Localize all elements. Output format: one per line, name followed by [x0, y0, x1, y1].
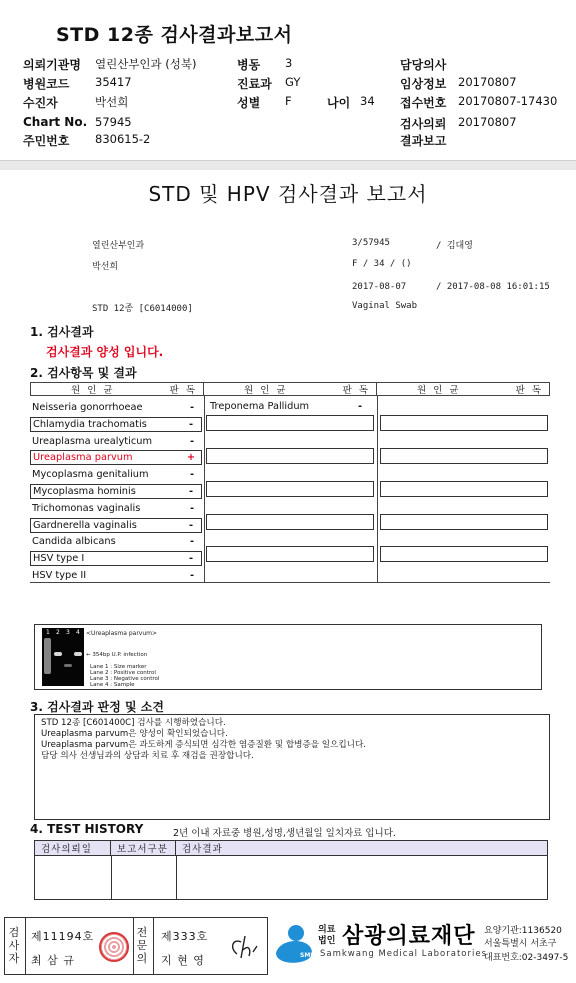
- result-report-label: 결과보고: [400, 134, 447, 148]
- test-result: -: [188, 418, 194, 430]
- hospital-code-label: 병원코드: [23, 77, 70, 91]
- test-row: [30, 534, 202, 549]
- history-col-report-type: 보고서구분: [111, 841, 176, 855]
- test-table-header: [30, 382, 550, 396]
- signature-box: [4, 917, 268, 975]
- foundation-info-phone: 대표번호:02-3497-5: [484, 953, 569, 963]
- col-organism-header: 원 인 균: [244, 385, 288, 396]
- chart-label: Chart No.: [23, 115, 88, 129]
- gel-band: [74, 652, 82, 656]
- empty-cell: [380, 546, 548, 562]
- section-history-heading: 4. TEST HISTORY: [30, 822, 144, 836]
- report-clinic: 열린산부인과: [92, 241, 145, 251]
- empty-cell: [206, 415, 374, 431]
- report-title: STD 및 HPV 검사결과 보고서: [148, 182, 428, 206]
- test-row: [30, 518, 202, 533]
- test-name: HSV type I: [33, 553, 85, 565]
- test-result: -: [189, 536, 195, 548]
- test-result: -: [189, 469, 195, 481]
- report-footer: [0, 915, 576, 983]
- test-result: -: [188, 486, 194, 497]
- test-name-treponema: Treponema Pallidum: [210, 401, 310, 412]
- foundation-name: 삼광의료재단: [342, 924, 476, 949]
- test-name: Candida albicans: [32, 536, 116, 548]
- history-note: 2년 이내 자료중 병원,성명,생년월일 일치자료 입니다.: [173, 828, 396, 839]
- clinical-value: 20170807: [458, 75, 517, 89]
- test-name: Chlamydia trachomatis: [33, 418, 147, 430]
- dept-value: GY: [285, 75, 301, 89]
- test-name: Mycoplasma hominis: [33, 486, 136, 497]
- gel-electrophoresis-image: [42, 628, 84, 686]
- rrn-value: 830615-2: [95, 132, 151, 146]
- request-value: 20170807: [458, 115, 517, 129]
- age-label: 나이: [327, 96, 351, 110]
- test-row: [30, 434, 202, 449]
- test-result: -: [188, 553, 194, 565]
- finding-line: STD 12종 [C601400C] 검사를 시행하였습니다.: [41, 718, 226, 728]
- col-result-header: 판 독: [515, 385, 543, 396]
- test-row: [30, 450, 202, 465]
- empty-cell: [380, 481, 548, 497]
- institution-label: 의뢰기관명: [23, 58, 81, 72]
- footer-divider: [153, 918, 154, 974]
- history-col-result: 검사결과: [182, 844, 223, 855]
- section-result-heading: 1. 검사결과: [30, 325, 94, 339]
- foundation-english-name: Samkwang Medical Laboratories: [320, 949, 488, 959]
- gel-legend: Lane 3 : Negative control: [90, 676, 160, 682]
- empty-cell: [380, 514, 548, 530]
- test-row: [30, 501, 202, 516]
- examinee-label: 수진자: [23, 96, 58, 110]
- examinee-value: 박선희: [95, 95, 129, 109]
- test-row: [30, 417, 202, 432]
- report-header: [0, 0, 576, 160]
- test-result: -: [189, 502, 195, 514]
- gel-lane-label: 1: [46, 629, 50, 636]
- gel-band-note: ← 354bp U.P. infection: [86, 652, 148, 658]
- footer-divider: [133, 918, 134, 974]
- foundation-type: 의료법인: [318, 925, 336, 946]
- finding-line: Ureaplasma parvum은 과도하게 증식되면 심각한 염증질환 및 합병증을 일으킵니다.: [41, 740, 366, 750]
- specialist-name: 지 현 영: [161, 954, 205, 967]
- test-name: Neisseria gonorrhoeae: [32, 402, 143, 413]
- test-name: Gardnerella vaginalis: [33, 519, 137, 531]
- age-value: 34: [360, 94, 375, 108]
- test-row: [30, 568, 202, 583]
- finding-line: Ureaplasma parvum은 양성이 확인되었습니다.: [41, 729, 228, 739]
- col-result-header: 판 독: [342, 385, 370, 396]
- specialist-vertical-label: 전문의: [136, 926, 148, 965]
- test-result: -: [189, 402, 195, 413]
- gel-band: [54, 652, 62, 656]
- report-sex-age: F / 34 / (): [352, 259, 412, 269]
- test-row: [30, 400, 202, 415]
- gel-lane-label: 2: [56, 629, 60, 636]
- test-name: Trichomonas vaginalis: [32, 502, 141, 514]
- specialist-number: 제333호: [161, 930, 209, 943]
- table-divider: [377, 396, 378, 582]
- receipt-label: 접수번호: [400, 96, 447, 110]
- inspector-number: 제11194호: [31, 930, 95, 943]
- handwritten-signature: [227, 932, 267, 962]
- footer-divider: [25, 918, 26, 974]
- inspector-vertical-label: 검사자: [8, 926, 20, 965]
- history-table-header: [35, 841, 547, 856]
- history-col-request-date: 검사의뢰일: [35, 841, 111, 855]
- report-date-reported: / 2017-08-08 16:01:15: [436, 282, 550, 292]
- official-seal-icon: [99, 932, 129, 962]
- chart-value: 57945: [95, 115, 132, 129]
- test-result: -: [189, 435, 195, 447]
- col-organism-header: 원 인 균: [417, 385, 461, 396]
- report-id-info: 3/57945: [352, 238, 390, 248]
- foundation-info-address: 서울특별시 서초구: [484, 939, 557, 949]
- test-result: -: [188, 519, 194, 531]
- test-result-treponema: -: [358, 401, 363, 412]
- doctor-label: 담당의사: [400, 58, 447, 72]
- sml-logo-icon: [272, 923, 314, 969]
- empty-cell: [206, 514, 374, 530]
- institution-value: 열린산부인과 (성북): [95, 57, 197, 71]
- gel-lane-label: 4: [76, 629, 80, 636]
- empty-cell: [380, 448, 548, 464]
- test-name: Ureaplasma parvum: [33, 452, 133, 464]
- request-label: 검사의뢰: [400, 117, 447, 131]
- report-patient: 박선희: [92, 262, 119, 272]
- test-name: Mycoplasma genitalium: [32, 469, 149, 481]
- gel-lane-label: 3: [66, 629, 70, 636]
- finding-line: 담당 의사 선생님과의 상담과 치료 후 재검을 권장합니다.: [41, 751, 254, 761]
- test-result: -: [189, 570, 195, 581]
- history-divider: [176, 856, 177, 899]
- gel-band: [64, 664, 72, 667]
- clinical-label: 임상정보: [400, 77, 447, 91]
- sml-logo-text: SML: [300, 952, 315, 959]
- report-date-received: 2017-08-07: [352, 282, 407, 292]
- ward-label: 병동: [237, 58, 261, 72]
- test-row: [30, 467, 202, 482]
- ward-value: 3: [285, 56, 293, 70]
- col-result-header: 판 독: [169, 385, 197, 396]
- sex-label: 성별: [237, 96, 261, 110]
- inspector-name: 최 삼 규: [31, 954, 75, 967]
- gel-legend: Lane 2 : Positive control: [90, 670, 156, 676]
- header-separator: [0, 160, 576, 170]
- foundation-info-code: 요양기관:1136520: [484, 926, 562, 936]
- test-row: [30, 484, 202, 499]
- hospital-code-value: 35417: [95, 75, 132, 89]
- test-row: [30, 551, 202, 566]
- col-organism-header: 원 인 균: [71, 385, 115, 396]
- empty-cell: [206, 481, 374, 497]
- report-test-code: STD 12종 [C6014000]: [92, 304, 193, 314]
- empty-cell: [380, 415, 548, 431]
- history-table: [34, 840, 548, 900]
- section-findings-heading: 3. 검사결과 판정 및 소견: [30, 700, 164, 714]
- test-name: Ureaplasma urealyticum: [32, 435, 152, 447]
- report-specimen: Vaginal Swab: [352, 301, 418, 311]
- gel-ladder: [44, 638, 51, 674]
- sex-value: F: [285, 94, 292, 108]
- dept-label: 진료과: [237, 77, 272, 91]
- receipt-value: 20170807-17430: [458, 94, 558, 108]
- gel-title: <Ureaplasma parvum>: [86, 630, 158, 637]
- test-result: +: [186, 452, 196, 464]
- report-doctor: / 김대영: [436, 241, 473, 251]
- result-positive-text: 검사결과 양성 입니다.: [46, 345, 164, 359]
- test-name: HSV type II: [32, 570, 87, 581]
- empty-cell: [206, 546, 374, 562]
- findings-box: [34, 714, 550, 820]
- section-items-heading: 2. 검사항목 및 결과: [30, 366, 137, 380]
- gel-legend: Lane 4 : Sample: [90, 682, 135, 688]
- empty-cell: [206, 448, 374, 464]
- history-divider: [111, 856, 112, 899]
- gel-legend: Lane 1 : Size marker: [90, 664, 147, 670]
- header-title: STD 12종 검사결과보고서: [56, 24, 293, 46]
- rrn-label: 주민번호: [23, 134, 70, 148]
- table-divider: [204, 396, 205, 582]
